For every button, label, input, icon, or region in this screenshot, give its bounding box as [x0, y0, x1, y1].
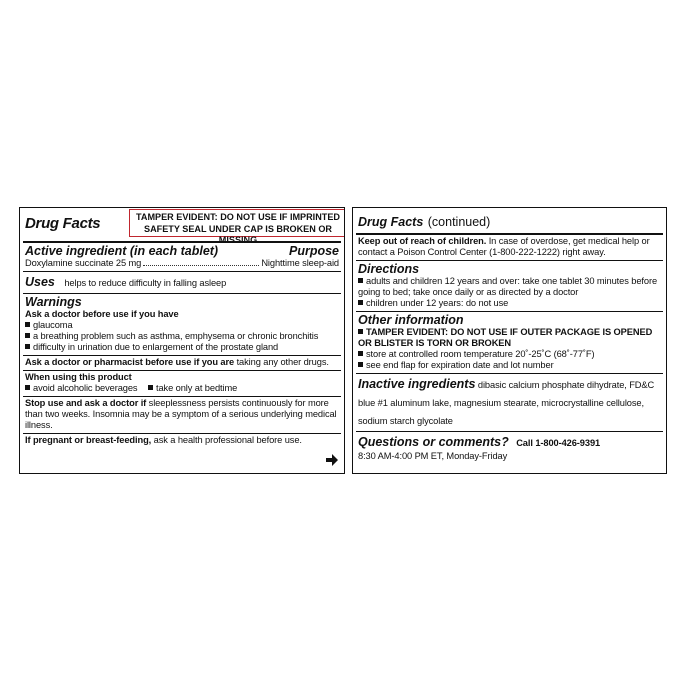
ask-pharmacist-bold: Ask a doctor or pharmacist before use if you are: [25, 357, 235, 367]
stop-use-text: sleeplessness persists continuously for more than two weeks. Insomnia may be a symptom of a serious underlying medical illness.: [25, 398, 337, 430]
pregnant-bold: If pregnant or breast-feeding,: [25, 435, 152, 445]
ask-doctor-heading: Ask a doctor before use if you have: [25, 309, 179, 319]
bullet-icon: [25, 322, 30, 327]
tamper-evident-box: [129, 209, 345, 245]
uses-section: [23, 272, 341, 294]
purpose-header: Purpose: [288, 244, 339, 258]
other-info-section: [356, 312, 663, 374]
drug-facts-title-section: [23, 211, 341, 243]
pregnant-text: ask a health professional before use.: [151, 435, 302, 445]
stop-use-bold: Stop use and ask a doctor if: [25, 398, 147, 408]
other-info-header: Other information: [358, 313, 464, 327]
tamper-line-2: SAFETY SEAL UNDER CAP IS BROKEN OR MISSING: [144, 223, 332, 245]
bullet-icon: [148, 385, 153, 390]
bullet-icon: [358, 351, 363, 356]
dotted-leader: [143, 258, 259, 266]
other-info-item: store at controlled room temperature 20˚-25˚C (68˚-77˚F): [358, 349, 661, 360]
uses-header: Uses: [25, 275, 55, 289]
keep-out-text: In case of overdose, get medical help or contact a Poison Control Center (1-800-222-1222) right away.: [358, 236, 650, 257]
arrow-right-icon: [326, 454, 338, 466]
ask-pharmacist-text: taking any other drugs.: [234, 357, 329, 367]
questions-hours: 8:30 AM-4:00 PM ET, Monday-Friday: [358, 451, 508, 461]
when-using-item: take only at bedtime: [155, 383, 238, 393]
drug-facts-panel-right: [352, 207, 667, 474]
inactive-ingredients-section: [356, 374, 663, 432]
questions-phone: Call 1-800-426-9391: [516, 438, 601, 448]
active-ingredient-name: Doxylamine succinate 25 mg: [25, 258, 142, 268]
warning-item: glaucoma: [25, 320, 339, 331]
warning-item: difficulty in urination due to enlargement of the prostate gland: [25, 342, 339, 353]
drug-facts-panel-left: [19, 207, 345, 474]
bullet-icon: [25, 333, 30, 338]
active-ingredient-header: Active ingredient (in each tablet): [25, 244, 219, 258]
uses-text: helps to reduce difficulty in falling asleep: [64, 278, 227, 288]
right-panel-content: [356, 211, 663, 470]
other-info-item: see end flap for expiration date and lot number: [358, 360, 661, 371]
questions-header: Questions or comments?: [358, 435, 509, 449]
questions-section: [356, 432, 663, 464]
directions-item: adults and children 12 years and over: take one tablet 30 minutes before going to bed; take once daily or as directed by a doctor: [358, 276, 658, 297]
continued-label: (continued): [427, 215, 491, 229]
tamper-line-1: TAMPER EVIDENT: DO NOT USE IF IMPRINTED: [136, 212, 340, 222]
inactive-ingredients-text: dibasic calcium phosphate dihydrate, FD&C blue #1 aluminum lake, magnesium stearate, microcrystalline cellulose, sodium starch glycolate: [358, 380, 655, 426]
bullet-icon: [358, 300, 363, 305]
when-using-section: [23, 371, 341, 397]
directions-item: children under 12 years: do not use: [358, 298, 661, 309]
warnings-section: [23, 294, 341, 356]
other-info-tamper: TAMPER EVIDENT: DO NOT USE IF OUTER PACKAGE IS OPENED OR BLISTER IS TORN OR BROKEN: [358, 327, 653, 348]
active-ingredient-purpose: Nighttime sleep-aid: [261, 258, 339, 268]
bullet-icon: [358, 329, 363, 334]
when-using-item: avoid alcoholic beverages: [33, 383, 138, 393]
continued-title-section: [356, 211, 663, 235]
bullet-icon: [25, 344, 30, 349]
warning-item: a breathing problem such as asthma, emphysema or chronic bronchitis: [25, 331, 339, 342]
keep-out-bold: Keep out of reach of children.: [358, 236, 487, 246]
drug-facts-continued-title: Drug Facts: [358, 215, 424, 229]
bullet-icon: [358, 278, 363, 283]
pregnant-section: [23, 434, 341, 448]
drug-facts-title: Drug Facts: [25, 215, 101, 232]
when-using-heading: When using this product: [25, 372, 132, 382]
stop-use-section: [23, 397, 341, 434]
keep-out-section: [356, 235, 663, 261]
directions-section: [356, 261, 663, 312]
active-ingredient-section: [23, 243, 341, 272]
warnings-header: Warnings: [25, 295, 82, 309]
directions-header: Directions: [358, 262, 420, 276]
left-panel-content: [23, 211, 341, 470]
inactive-ingredients-header: Inactive ingredients: [358, 377, 476, 391]
bullet-icon: [25, 385, 30, 390]
bullet-icon: [358, 362, 363, 367]
ask-pharmacist-section: [23, 356, 341, 371]
